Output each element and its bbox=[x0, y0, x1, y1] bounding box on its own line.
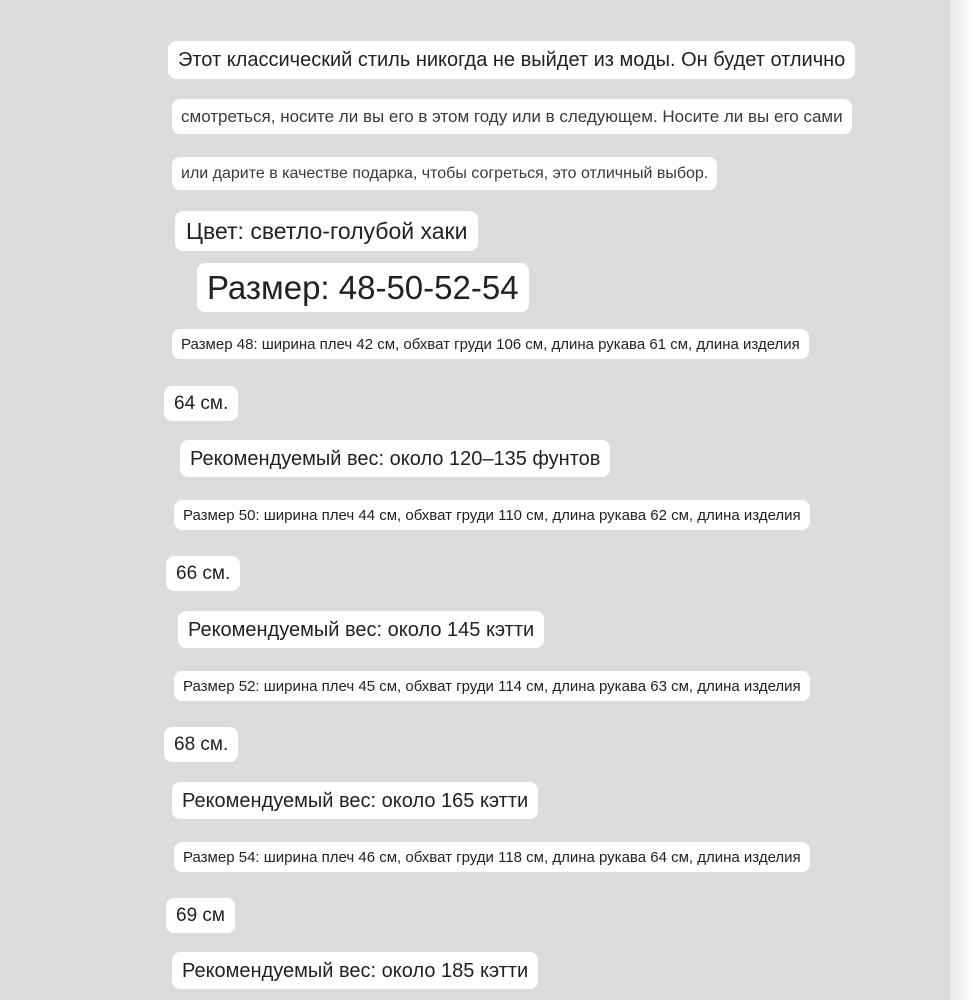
description-line-3: или дарите в качестве подарка, чтобы согреться, это отличный выбор. bbox=[172, 157, 717, 190]
size-54-spec: Размер 54: ширина плеч 46 см, обхват груди 118 см, длина рукава 64 см, длина изделия bbox=[174, 842, 810, 872]
size-54-length: 69 см bbox=[166, 898, 235, 933]
size-54-recommended-weight: Рекомендуемый вес: около 185 кэтти bbox=[172, 952, 538, 989]
size-50-length: 66 см. bbox=[166, 556, 240, 591]
edge-shade bbox=[950, 0, 975, 1000]
description-line-1: Этот классический стиль никогда не выйдет из моды. Он будет отлично bbox=[168, 41, 855, 79]
size-50-recommended-weight: Рекомендуемый вес: около 145 кэтти bbox=[178, 611, 544, 648]
size-heading: Размер: 48-50-52-54 bbox=[197, 263, 529, 312]
size-52-recommended-weight: Рекомендуемый вес: около 165 кэтти bbox=[172, 782, 538, 819]
size-48-spec: Размер 48: ширина плеч 42 см, обхват груди 106 см, длина рукава 61 см, длина изделия bbox=[172, 329, 809, 359]
size-52-length: 68 см. bbox=[164, 727, 238, 762]
size-52-spec: Размер 52: ширина плеч 45 см, обхват груди 114 см, длина рукава 63 см, длина изделия bbox=[174, 671, 810, 701]
color-label: Цвет: светло-голубой хаки bbox=[175, 211, 478, 251]
description-line-2: смотреться, носите ли вы его в этом году или в следующем. Носите ли вы его сами bbox=[172, 99, 852, 134]
size-48-recommended-weight: Рекомендуемый вес: около 120–135 фунтов bbox=[180, 440, 610, 477]
size-50-spec: Размер 50: ширина плеч 44 см, обхват груди 110 см, длина рукава 62 см, длина изделия bbox=[174, 500, 810, 530]
size-48-length: 64 см. bbox=[164, 386, 238, 421]
